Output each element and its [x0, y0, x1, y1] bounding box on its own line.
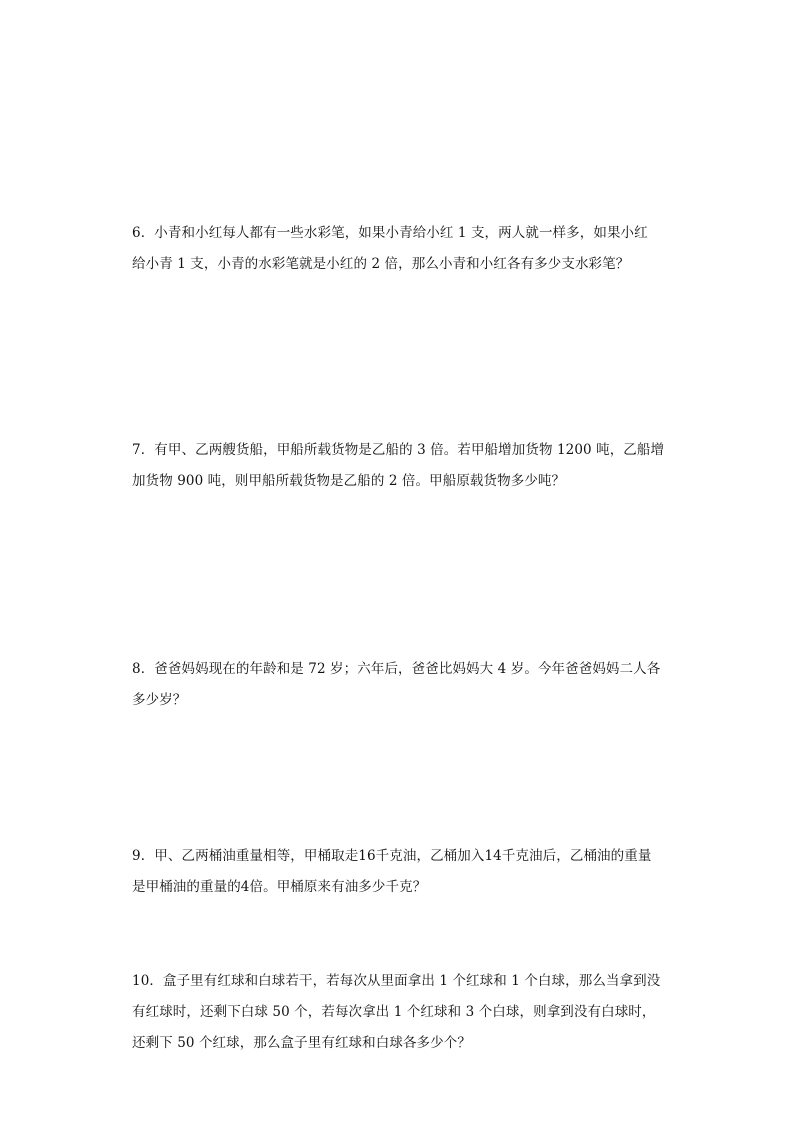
question-8	[132, 654, 668, 716]
question-8-line-2: 多少岁？	[132, 692, 187, 708]
question-7	[132, 435, 668, 497]
question-10	[132, 966, 668, 1059]
question-6-line-2: 给小青 1 支，小青的水彩笔就是小红的 2 倍，那么小青和小红各有多少支水彩笔？	[132, 256, 630, 272]
question-10-line-2: 有红球时，还剩下白球 50 个，若每次拿出 1 个红球和 3 个白球，则拿到没有白球时，	[132, 1004, 656, 1020]
question-6-line-1: 6．小青和小红每人都有一些水彩笔，如果小青给小红 1 支，两人就一样多，如果小红	[132, 225, 648, 241]
question-9	[132, 841, 668, 903]
question-8-line-1: 8．爸爸妈妈现在的年龄和是 72 岁；六年后，爸爸比妈妈大 4 岁。今年爸爸妈妈二人各	[132, 661, 661, 677]
question-7-line-1: 7．有甲、乙两艘货船，甲船所载货物是乙船的 3 倍。若甲船增加货物 1200 吨，乙船增	[132, 442, 665, 458]
question-7-line-2: 加货物 900 吨，则甲船所载货物是乙船的 2 倍。甲船原载货物多少吨？	[132, 473, 566, 489]
question-6	[132, 218, 668, 280]
question-9-line-2: 是甲桶油的重量的4倍。甲桶原来有油多少千克？	[132, 879, 427, 895]
question-10-line-1: 10．盒子里有红球和白球若干，若每次从里面拿出 1 个红球和 1 个白球，那么当拿到没	[132, 973, 661, 989]
question-10-line-3: 还剩下 50 个红球，那么盒子里有红球和白球各多少个？	[132, 1035, 471, 1051]
question-9-line-1: 9．甲、乙两桶油重量相等，甲桶取走16千克油，乙桶加入14千克油后，乙桶油的重量	[132, 848, 652, 864]
